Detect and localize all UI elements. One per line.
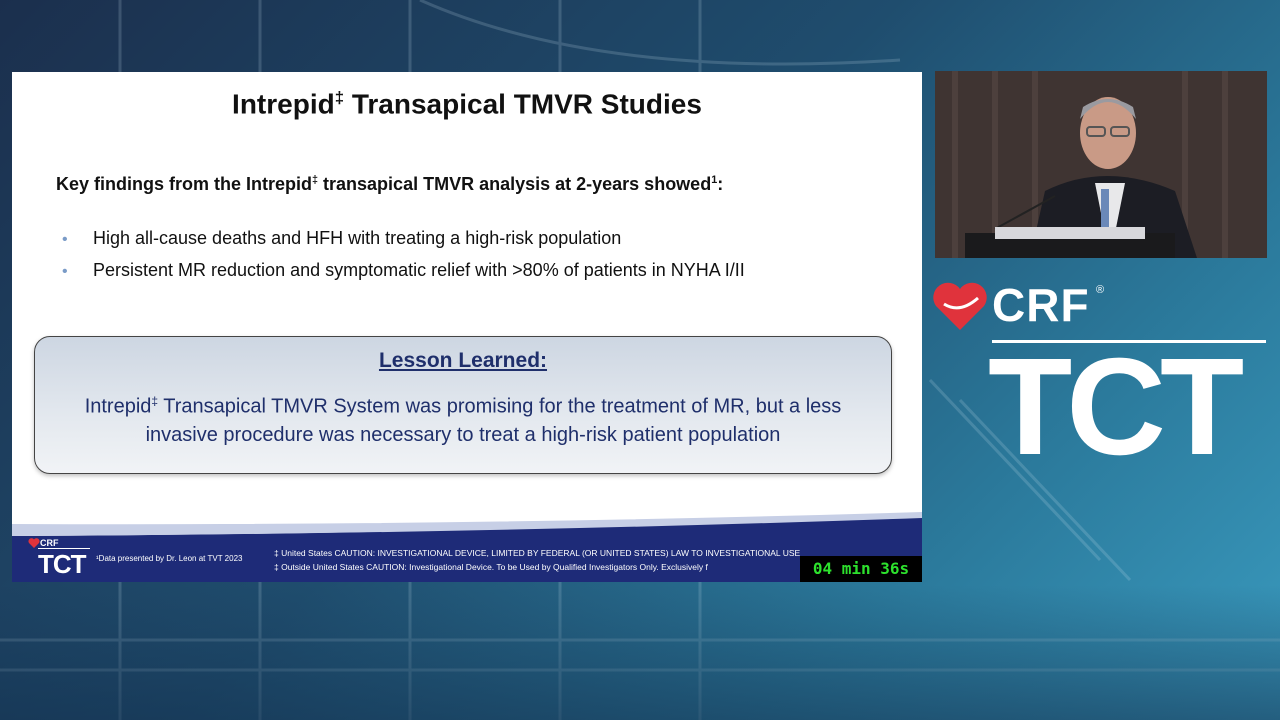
countdown-timer: 04 min 36s xyxy=(800,556,922,582)
lesson-text: Intrepid‡ Transapical TMVR System was promising for the treatment of MR, but a less invasive procedure was necessary to treat a high-risk patient population xyxy=(84,394,842,446)
footnote: ¹Data presented by Dr. Leon at TVT 2023 xyxy=(96,554,243,563)
speaker-image xyxy=(935,71,1267,258)
slide-title: Intrepid‡ Transapical TMVR Studies xyxy=(232,88,702,120)
background-shade xyxy=(0,585,1280,720)
caution-ous: ‡ Outside United States CAUTION: Investigational Device. To be Used by Qualified Investigators Only. Exclusively f xyxy=(274,562,708,572)
footer-logo-crf: CRF xyxy=(40,538,59,548)
list-item: • High all-cause deaths and HFH with treating a high-risk population xyxy=(62,222,745,254)
bullet-dot-icon: • xyxy=(62,263,68,280)
presentation-slide xyxy=(12,72,922,582)
speaker-video xyxy=(935,71,1267,258)
list-item: • Persistent MR reduction and symptomatic relief with >80% of patients in NYHA I/II xyxy=(62,254,745,286)
brand-registered-mark: ® xyxy=(1096,284,1105,296)
slide-lead-text: Key findings from the Intrepid‡ transapical TMVR analysis at 2-years showed$^1$: xyxy=(56,174,724,194)
heart-logo-icon xyxy=(932,280,988,332)
bullet-dot-icon: • xyxy=(62,231,68,248)
footer-logo xyxy=(26,538,96,578)
heart-logo-icon xyxy=(28,538,40,548)
brand-crf: CRF xyxy=(992,279,1090,331)
brand-tct: TCT xyxy=(988,330,1239,484)
footer-logo-tct: TCT xyxy=(38,549,86,579)
event-branding xyxy=(930,279,1270,484)
caution-us: ‡ United States CAUTION: INVESTIGATIONAL DEVICE, LIMITED BY FEDERAL (OR UNITED STATES) LAW TO INVESTIGATIONAL USE xyxy=(274,548,801,558)
lesson-title: Lesson Learned: xyxy=(378,349,548,372)
findings-list xyxy=(62,222,745,286)
lesson-learned-box xyxy=(34,336,892,474)
